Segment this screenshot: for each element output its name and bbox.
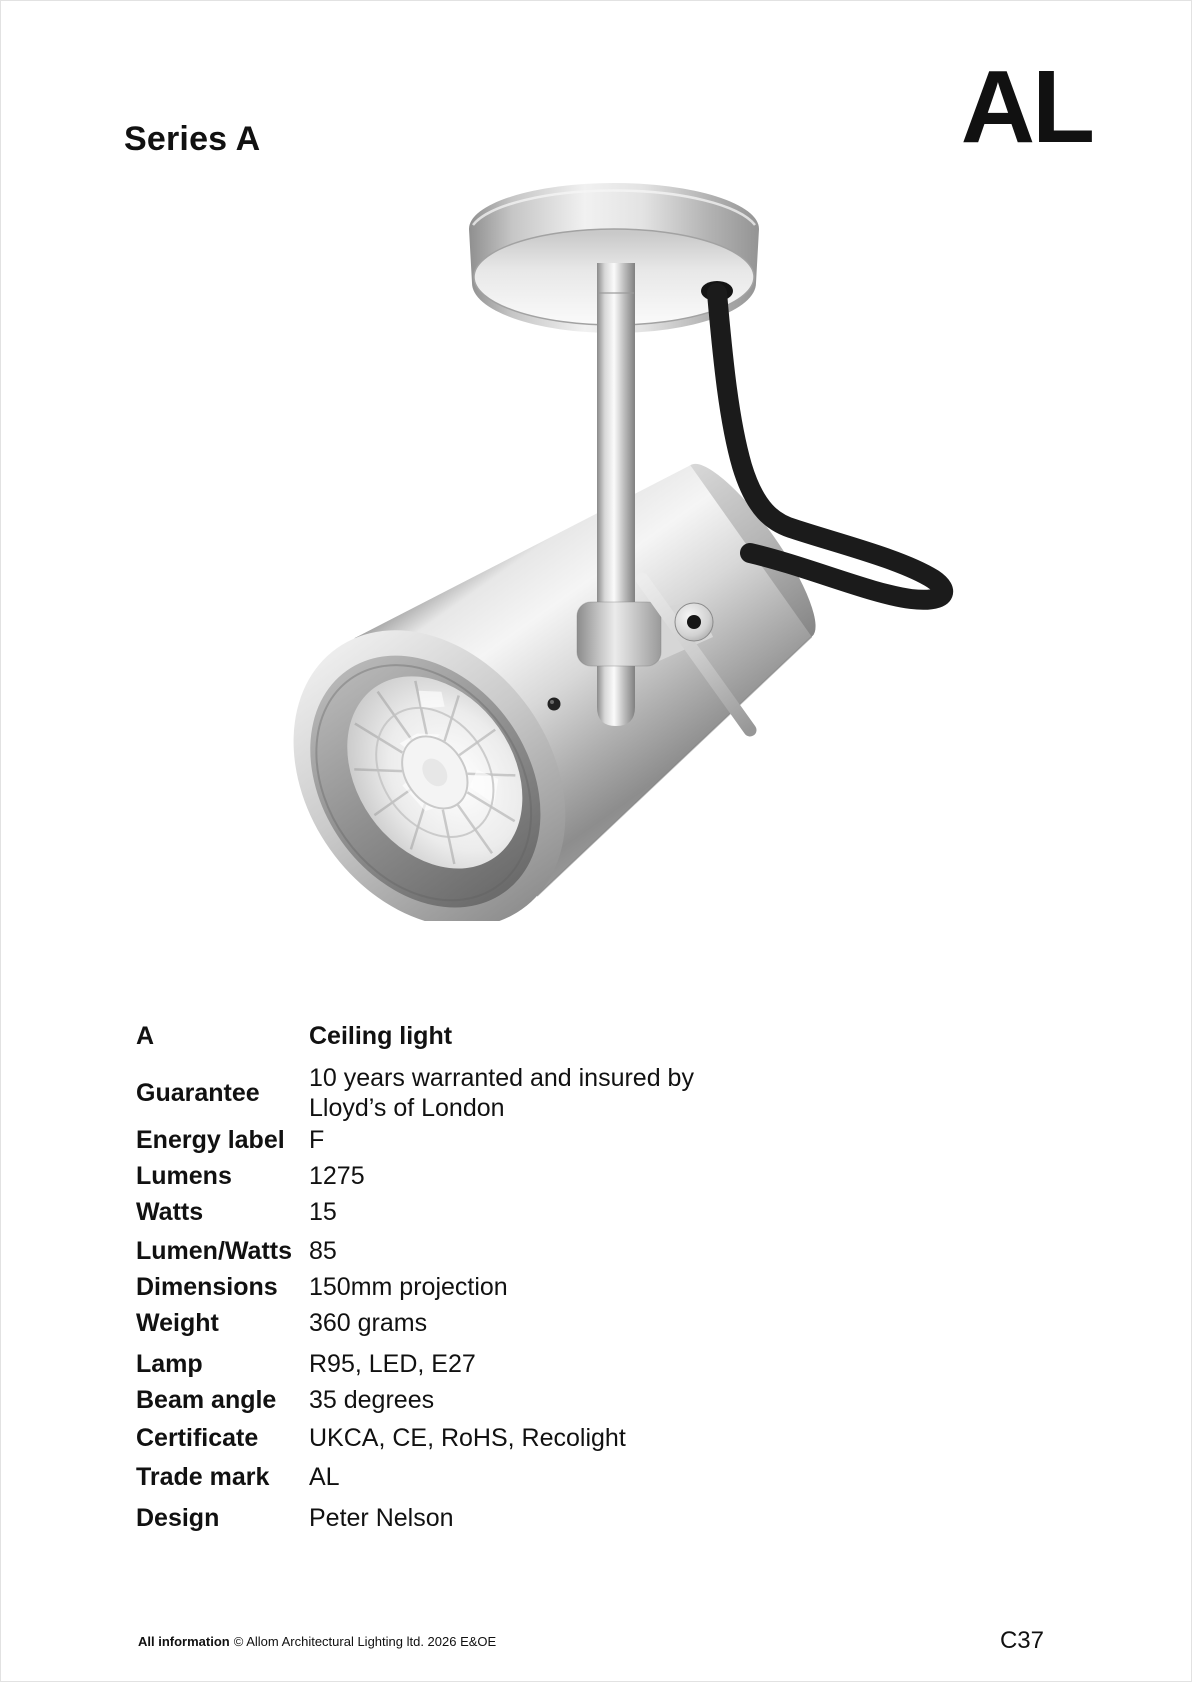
spec-label: Watts bbox=[136, 1198, 204, 1226]
spec-row-energy-label bbox=[136, 1125, 711, 1155]
page-title: Series A bbox=[124, 120, 261, 158]
spec-value: Ceiling light bbox=[309, 1022, 453, 1050]
spec-value: AL bbox=[309, 1463, 340, 1491]
spec-label: Dimensions bbox=[136, 1273, 278, 1301]
spec-value: F bbox=[309, 1126, 325, 1154]
spec-value: 150mm projection bbox=[309, 1273, 508, 1301]
set-screw-highlight bbox=[550, 700, 554, 704]
footer-copyright bbox=[138, 1634, 496, 1650]
footer-copyright-bold: All information bbox=[138, 1634, 230, 1649]
spec-value: 15 bbox=[309, 1198, 337, 1226]
spec-row-model bbox=[136, 1021, 711, 1051]
spec-row-weight bbox=[136, 1308, 711, 1338]
spec-label: Weight bbox=[136, 1309, 219, 1337]
spec-row-trade-mark bbox=[136, 1462, 711, 1492]
knob-hole bbox=[687, 615, 701, 629]
set-screw bbox=[548, 698, 561, 711]
product-photo bbox=[261, 151, 961, 921]
spec-value: 85 bbox=[309, 1237, 337, 1265]
spec-row-dimensions bbox=[136, 1272, 711, 1302]
spec-row-certificate bbox=[136, 1423, 711, 1453]
spec-row-lumen-watts bbox=[136, 1236, 711, 1266]
spec-label: Guarantee bbox=[136, 1079, 260, 1107]
spec-value: Peter Nelson bbox=[309, 1504, 454, 1532]
spec-row-beam-angle bbox=[136, 1385, 711, 1415]
guarantee-line-2: Lloyd’s of London bbox=[309, 1094, 505, 1122]
spec-row-guarantee bbox=[136, 1063, 711, 1123]
spec-row-lumens bbox=[136, 1161, 711, 1191]
guarantee-line-1: 10 years warranted and insured by bbox=[309, 1064, 694, 1092]
spec-row-lamp bbox=[136, 1349, 711, 1379]
spec-label: Beam angle bbox=[136, 1386, 277, 1414]
spec-value: R95, LED, E27 bbox=[309, 1350, 476, 1378]
spec-value: 360 grams bbox=[309, 1309, 428, 1337]
lamp-body bbox=[261, 405, 865, 921]
spec-label: Lumen/Watts bbox=[136, 1237, 293, 1265]
spec-label: Energy label bbox=[136, 1126, 285, 1154]
page-number: C37 bbox=[999, 1627, 1044, 1654]
footer-copyright-rest: © Allom Architectural Lighting ltd. 2026 E&OE bbox=[233, 1634, 497, 1649]
spec-value: UKCA, CE, RoHS, Recolight bbox=[309, 1424, 626, 1452]
spec-value: 1275 bbox=[309, 1162, 365, 1190]
spec-row-watts bbox=[136, 1197, 711, 1227]
spec-label: Lumens bbox=[136, 1162, 232, 1190]
spec-label: A bbox=[136, 1022, 155, 1050]
spec-label: Design bbox=[136, 1504, 220, 1532]
spec-row-design bbox=[136, 1503, 711, 1533]
spec-value bbox=[309, 1063, 711, 1123]
brand-logo: AL bbox=[960, 49, 1092, 164]
spec-value: 35 degrees bbox=[309, 1386, 435, 1414]
spec-label: Lamp bbox=[136, 1350, 203, 1378]
spec-label: Certificate bbox=[136, 1424, 259, 1452]
spec-label: Trade mark bbox=[136, 1463, 270, 1491]
